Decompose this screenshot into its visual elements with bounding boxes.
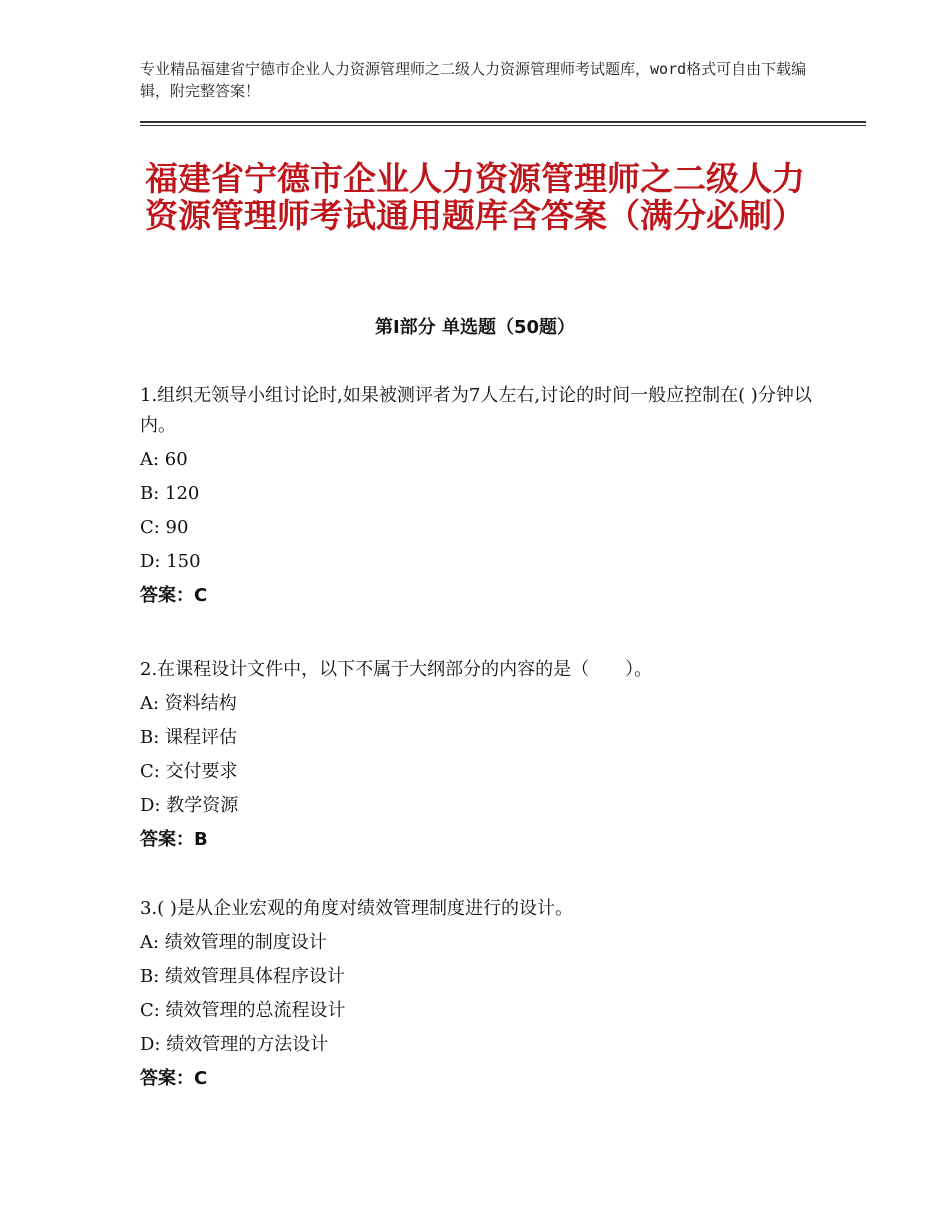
answer: 答案：C	[140, 1068, 208, 1089]
question-2	[140, 655, 820, 857]
option-b: B: 课程评估	[140, 727, 238, 748]
section-title: 第Ⅰ部分 单选题（50题）	[374, 317, 575, 338]
header-rule-thin	[140, 125, 866, 126]
option-c: C: 90	[140, 517, 189, 538]
option-d: D: 绩效管理的方法设计	[140, 1034, 329, 1055]
option-b: B: 120	[140, 483, 200, 504]
question-stem: 2.在课程设计文件中，以下不属于大纲部分的内容的是（ ）。	[140, 659, 653, 680]
option-a: A: 绩效管理的制度设计	[140, 932, 327, 953]
header-rule-thick	[140, 121, 866, 123]
option-d: D: 150	[140, 551, 201, 572]
header-note: 专业精品福建省宁德市企业人力资源管理师之二级人力资源管理师考试题库，word格式可自由下载编辑，附完整答案！	[140, 60, 807, 100]
answer: 答案：B	[140, 829, 208, 850]
option-a: A: 资料结构	[140, 693, 237, 714]
option-b: B: 绩效管理具体程序设计	[140, 966, 346, 987]
option-c: C: 绩效管理的总流程设计	[140, 1000, 346, 1021]
option-d: D: 教学资源	[140, 795, 239, 816]
answer: 答案：C	[140, 585, 208, 606]
question-1	[140, 381, 820, 613]
option-a: A: 60	[140, 449, 188, 470]
document-title: 福建省宁德市企业人力资源管理师之二级人力资源管理师考试通用题库含答案（满分必刷）	[145, 159, 805, 235]
question-stem: 1.组织无领导小组讨论时,如果被测评者为7人左右,讨论的时间一般应控制在( )分钟以内。	[140, 385, 812, 436]
question-3	[140, 894, 820, 1096]
question-stem: 3.( )是从企业宏观的角度对绩效管理制度进行的设计。	[140, 898, 573, 919]
option-c: C: 交付要求	[140, 761, 238, 782]
